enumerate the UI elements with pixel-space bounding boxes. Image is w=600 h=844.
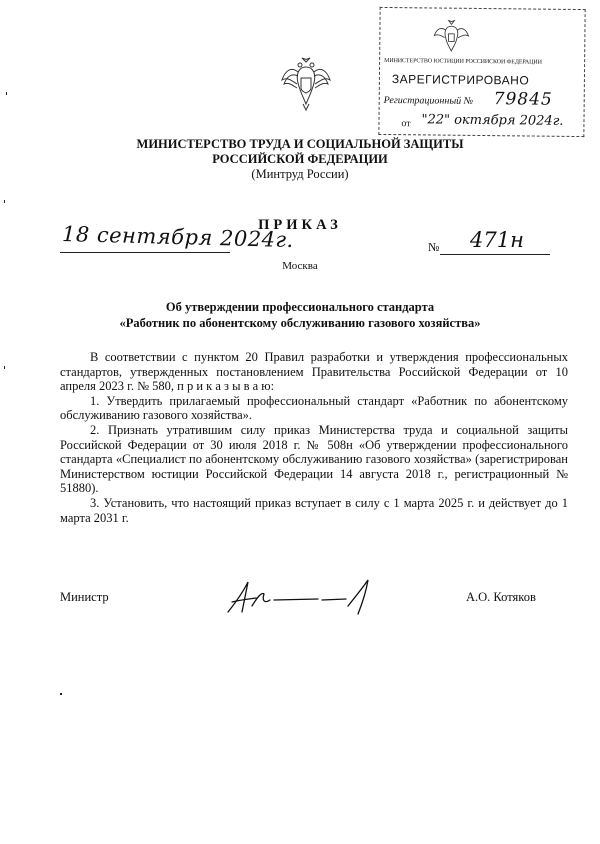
order-date: 18 сентября 2024г.	[61, 221, 295, 253]
body-paragraph-1: 1. Утвердить прилагаемый профессиональный стандарт «Работник по абонентскому обслуживанию газового хозяйства».	[60, 393, 568, 423]
ministry-name-line1: МИНИСТЕРСТВО ТРУДА И СОЦИАЛЬНОЙ ЗАЩИТЫ	[136, 137, 464, 151]
scan-mark	[4, 200, 5, 203]
ministry-name-line2: РОССИЙСКОЙ ФЕДЕРАЦИИ	[212, 152, 388, 166]
date-underline	[60, 252, 230, 253]
stamp-reg-number-label: Регистрационный №	[383, 94, 474, 107]
registration-stamp	[378, 7, 585, 137]
number-sign: №	[428, 240, 440, 254]
subject-line1: Об утверждении профессионального стандарта	[165, 300, 435, 314]
subject-line2: «Работник по абонентскому обслуживанию газового хозяйства»	[119, 316, 481, 330]
scan-mark	[6, 92, 7, 95]
stamp-ministry-line: МИНИСТЕРСТВО ЮСТИЦИИ РОССИЙСКОЙ ФЕДЕРАЦИИ	[384, 57, 542, 66]
body-paragraph-preamble: В соответствии с пунктом 20 Правил разработки и утверждения профессиональных стандартов, утвержденных постановлением Правительства Российской Федерации от 10 апреля 2023 г. № 580, п р и к а з ы в а ю:	[60, 350, 568, 394]
number-underline	[440, 254, 550, 255]
order-body	[60, 350, 568, 525]
handwritten-signature	[218, 578, 388, 618]
stamp-reg-date: "22" октября 2024г.	[421, 112, 564, 129]
body-paragraph-3: 3. Установить, что настоящий приказ вступает в силу с 1 марта 2025 г. и действует до 1 марта 2031 г.	[60, 495, 568, 525]
scan-mark	[4, 366, 5, 369]
stamp-reg-number: 79845	[493, 89, 553, 110]
order-city: Москва	[282, 260, 318, 272]
ministry-short-name: (Минтруд России)	[251, 167, 349, 181]
order-number: 471н	[470, 228, 524, 252]
body-paragraph-2: 2. Признать утратившим силу приказ Министерства труда и социальной защиты Российской Федерации от 30 июля 2018 г. № 508н «Об утверждении профессионального стандарта «Специалист по абонентскому обслуживанию газового хозяйства» (зарегистрирован Министерством юстиции Российской Федерации 14 августа 2018 г., регистрационный № 51880).	[60, 422, 568, 496]
signer-name: А.О. Котяков	[466, 590, 536, 604]
scan-mark	[60, 693, 62, 695]
order-subject	[60, 299, 540, 331]
coat-of-arms-icon	[281, 57, 331, 112]
order-title: ПРИКАЗ	[258, 217, 342, 233]
ministry-header	[100, 137, 500, 182]
stamp-reg-date-prefix: от	[401, 118, 411, 130]
stamp-status: ЗАРЕГИСТРИРОВАНО	[391, 72, 530, 88]
signer-role: Министр	[60, 590, 109, 604]
eagle-emblem-icon	[432, 18, 470, 54]
